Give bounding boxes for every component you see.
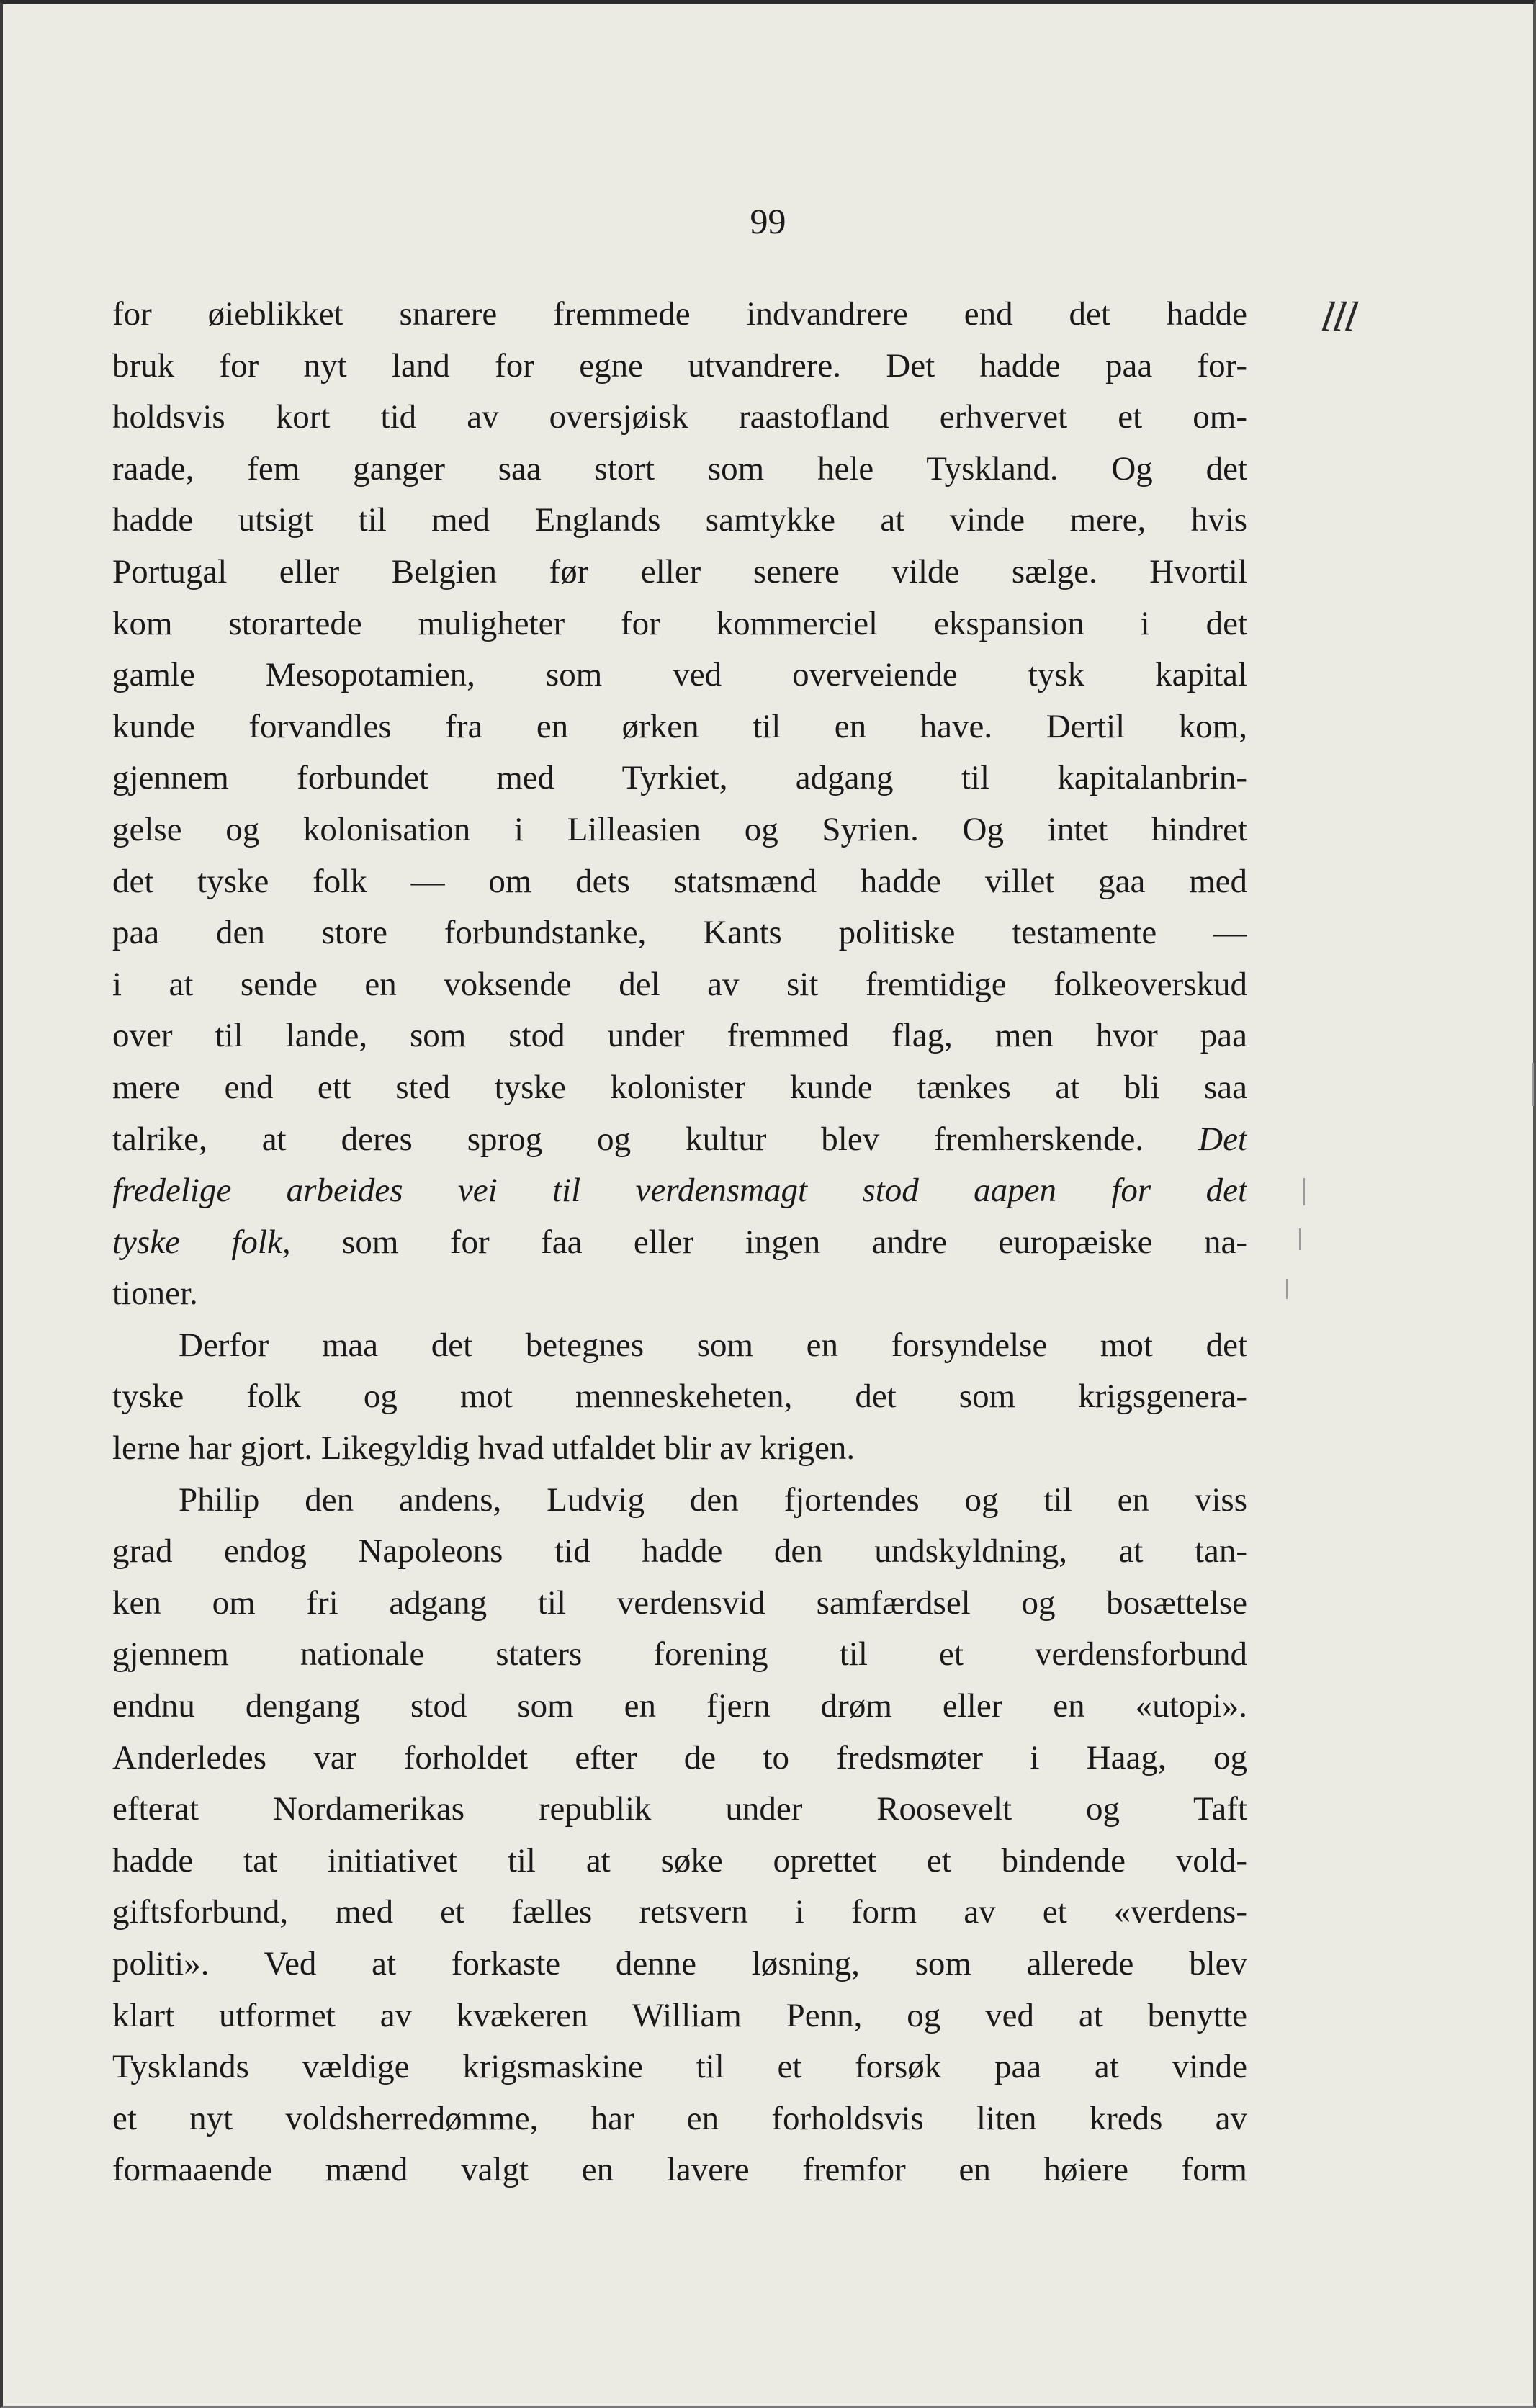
text-line [112,1114,1247,1166]
text-line: Derfor maa det betegnes som en forsyndelse mot det [179,1326,1247,1364]
text-line: for øieblikket snarere fremmede indvandrere end det hadde [112,295,1247,333]
text-line: giftsforbund, med et fælles retsvern i form av et «verdens- [112,1893,1247,1931]
text-line: formaaende mænd valgt en lavere fremfor en høiere form [112,2151,1247,2189]
text-line: politi». Ved at forkaste denne løsning, som allerede blev [112,1945,1247,1982]
italic-text: Det [1198,1120,1247,1158]
scan-mark [1299,1228,1301,1250]
body-text [112,289,1247,2196]
text-line: gelse og kolonisation i Lilleasien og Syrien. Og intet hindret [112,810,1247,848]
scan-mark [1532,1063,1534,1106]
text-line: klart utformet av kvækeren William Penn, og ved at benytte [112,1996,1247,2034]
italic-text: fredelige arbeides vei til verdensmagt stod aapen for det [112,1172,1247,1210]
scan-mark [1303,1178,1305,1205]
text-line: hadde utsigt til med Englands samtykke at vinde mere, hvis [112,501,1247,539]
text-line: gjennem nationale staters forening til et verdensforbund [112,1635,1247,1674]
text-line: paa den store forbundstanke, Kants politiske testamente — [112,914,1247,952]
page-number: 99 [750,201,786,241]
text-line: Philip den andens, Ludvig den fjortendes og til en viss [179,1481,1247,1519]
line-text: som for faa eller ingen andre europæiske na- [342,1223,1247,1261]
line-text: talrike, at deres sprog og kultur blev fremherskende. [112,1120,1144,1158]
text-line: holdsvis kort tid av oversjøisk raastofland erhvervet et om- [112,398,1247,436]
margin-annotation: lll [1318,293,1362,340]
text-line: i at sende en voksende del av sit fremtidige folkeoverskud [112,965,1247,1003]
text-line: hadde tat initiativet til at søke oprettet et bindende vold- [112,1841,1247,1879]
text-line [112,1165,1247,1217]
text-line: Tysklands vældige krigsmaskine til et forsøk paa at vinde [112,2048,1247,2086]
text-line: tioner. [112,1275,198,1313]
text-line: kunde forvandles fra en ørken til en have. Dertil kom, [112,707,1247,745]
text-line: gjennem forbundet med Tyrkiet, adgang til kapitalanbrin- [112,759,1247,797]
text-line: endnu dengang stod som en fjern drøm eller en «utopi». [112,1687,1247,1725]
text-line: ken om fri adgang til verdensvid samfærdsel og bosættelse [112,1583,1247,1622]
text-line: over til lande, som stod under fremmed flag, men hvor paa [112,1017,1247,1055]
text-line: tyske folk og mot menneskeheten, det som krigsgenera- [112,1378,1247,1416]
text-line: Anderledes var forholdet efter de to fredsmøter i Haag, og [112,1738,1247,1776]
text-line: lerne har gjort. Likegyldig hvad utfaldet blir av krigen. [112,1429,855,1468]
text-line: bruk for nyt land for egne utvandrere. Det hadde paa for- [112,346,1247,385]
italic-text: tyske folk, [112,1223,291,1261]
text-line [112,1217,1247,1269]
text-line: et nyt voldsherredømme, har en forholdsvis liten kreds av [112,2099,1247,2137]
text-line: kom storartede muligheter for kommerciel ekspansion i det [112,604,1247,642]
text-line: grad endog Napoleons tid hadde den undskyldning, at tan- [112,1532,1247,1571]
text-line: mere end ett sted tyske kolonister kunde tænkes at bli saa [112,1068,1247,1106]
text-line: Portugal eller Belgien før eller senere vilde sælge. Hvortil [112,552,1247,590]
text-line: raade, fem ganger saa stort som hele Tyskland. Og det [112,449,1247,488]
scan-mark [1286,1279,1288,1299]
text-line: efterat Nordamerikas republik under Roosevelt og Taft [112,1790,1247,1828]
text-line: det tyske folk — om dets statsmænd hadde villet gaa med [112,862,1247,900]
text-line: gamle Mesopotamien, som ved overveiende tysk kapital [112,656,1247,694]
